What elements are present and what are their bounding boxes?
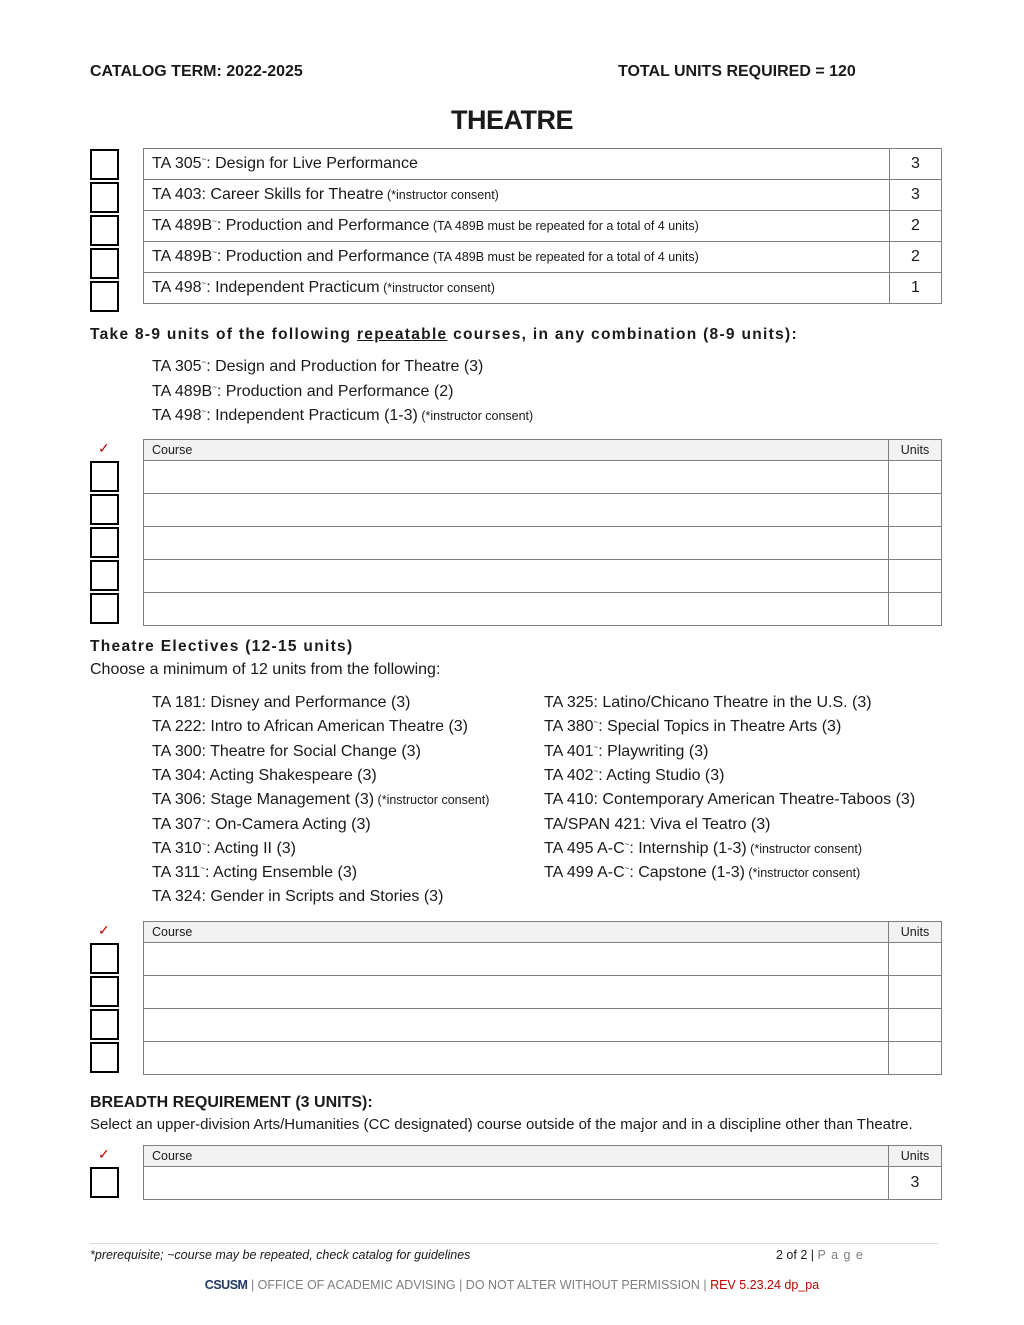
elective-course: TA 311~: Acting Ensemble (3) xyxy=(152,864,358,882)
elective-checkbox[interactable] xyxy=(90,1042,119,1073)
course-units: 3 xyxy=(890,149,942,180)
page-title: THEATRE xyxy=(451,105,573,135)
breadth-checkbox[interactable] xyxy=(90,1167,119,1198)
repeatable-checkbox[interactable] xyxy=(90,560,119,591)
course-entry-cell[interactable] xyxy=(144,593,889,626)
electives-subheading: Choose a minimum of 12 units from the following: xyxy=(90,661,441,678)
elective-course: TA/SPAN 421: Viva el Teatro (3) xyxy=(544,815,771,833)
elective-course: TA 222: Intro to African American Theatre (3) xyxy=(152,718,469,736)
repeatable-course: TA 498~: Independent Practicum (1-3) (*instructor consent) xyxy=(152,407,534,424)
units-entry-cell[interactable] xyxy=(889,976,942,1009)
course-entry-cell[interactable] xyxy=(144,1009,889,1042)
repeatable-course: TA 305~: Design and Production for Theatre (3) xyxy=(152,358,484,375)
course-entry-cell[interactable] xyxy=(144,976,889,1009)
repeatable-checkbox[interactable] xyxy=(90,494,119,525)
course-entry-cell[interactable] xyxy=(144,943,889,976)
elective-course: TA 324: Gender in Scripts and Stories (3) xyxy=(152,888,444,906)
course-column-header: Course xyxy=(144,440,889,461)
electives-heading: Theatre Electives (12-15 units) xyxy=(90,638,354,655)
units-entry-cell[interactable] xyxy=(889,527,942,560)
elective-course: TA 306: Stage Management (3) (*instructor consent) xyxy=(152,791,490,809)
office-text: | OFFICE OF ACADEMIC ADVISING | DO NOT ALTER WITHOUT PERMISSION | xyxy=(250,1278,707,1292)
units-entry-cell[interactable] xyxy=(889,1042,942,1075)
elective-course: TA 325: Latino/Chicano Theatre in the U.S. (3) xyxy=(544,694,872,711)
breadth-subheading: Select an upper-division Arts/Humanities (CC designated) course outside of the major and in a discipline other than Theatre. xyxy=(90,1116,913,1133)
required-checkbox[interactable] xyxy=(90,281,119,312)
course-column-header: Course xyxy=(144,922,889,943)
units-column-header: Units xyxy=(889,1146,942,1167)
repeatable-grid xyxy=(143,439,942,626)
units-column-header: Units xyxy=(889,440,942,461)
repeatable-checkbox[interactable] xyxy=(90,527,119,558)
elective-course: TA 495 A-C~: Internship (1-3) (*instructor consent) xyxy=(544,839,863,857)
units-entry-cell[interactable] xyxy=(889,560,942,593)
required-course-row xyxy=(144,242,942,273)
course-entry-cell[interactable] xyxy=(144,527,889,560)
required-checkbox[interactable] xyxy=(90,182,119,213)
units-entry-cell[interactable] xyxy=(889,494,942,527)
total-units: TOTAL UNITS REQUIRED = 120 xyxy=(618,63,856,80)
required-checkbox[interactable] xyxy=(90,248,119,279)
catalog-term: CATALOG TERM: 2022-2025 xyxy=(90,63,303,80)
course-units: 1 xyxy=(890,273,942,304)
units-entry-cell[interactable] xyxy=(889,1009,942,1042)
elective-course: TA 181: Disney and Performance (3) xyxy=(152,694,411,711)
elective-course: TA 300: Theatre for Social Change (3) xyxy=(152,742,421,760)
course-entry-cell[interactable] xyxy=(144,560,889,593)
repeatable-checkbox[interactable] xyxy=(90,461,119,492)
elective-checkbox[interactable] xyxy=(90,943,119,974)
required-course-row xyxy=(144,211,942,242)
csusm-logo: CSUSM xyxy=(204,1278,248,1292)
course-column-header: Course xyxy=(144,1146,889,1167)
footer-divider xyxy=(90,1243,938,1244)
footer-bar xyxy=(0,1278,1024,1292)
elective-course: TA 380~: Special Topics in Theatre Arts (3) xyxy=(544,718,842,736)
course-name: TA 489B~: Production and Performance (TA 489B must be repeated for a total of 4 units) xyxy=(144,242,890,273)
elective-checkbox[interactable] xyxy=(90,1009,119,1040)
elective-course: TA 304: Acting Shakespeare (3) xyxy=(152,766,377,784)
required-checkbox[interactable] xyxy=(90,149,119,180)
elective-course: TA 499 A-C~: Capstone (1-3) (*instructor consent) xyxy=(544,864,861,882)
course-name: TA 489B~: Production and Performance (TA 489B must be repeated for a total of 4 units) xyxy=(144,211,890,242)
course-entry-cell[interactable] xyxy=(144,1167,889,1200)
repeatable-course: TA 489B~: Production and Performance (2) xyxy=(152,382,454,400)
course-name: TA 403: Career Skills for Theatre (*instructor consent) xyxy=(144,180,890,211)
elective-course: TA 310~: Acting II (3) xyxy=(152,839,296,857)
course-units: 2 xyxy=(890,242,942,273)
course-entry-cell[interactable] xyxy=(144,494,889,527)
breadth-heading: BREADTH REQUIREMENT (3 UNITS): xyxy=(90,1094,373,1111)
course-name: TA 498~: Independent Practicum (*instructor consent) xyxy=(144,273,890,304)
units-entry-cell[interactable]: 3 xyxy=(889,1167,942,1200)
page-number: 2 of 2 | P a g e xyxy=(776,1248,864,1262)
course-entry-cell[interactable] xyxy=(144,461,889,494)
units-entry-cell[interactable] xyxy=(889,461,942,494)
required-course-row xyxy=(144,149,942,180)
required-checkbox[interactable] xyxy=(90,215,119,246)
revision-text: REV 5.23.24 dp_pa xyxy=(710,1278,820,1292)
elective-course: TA 402~: Acting Studio (3) xyxy=(544,766,725,784)
course-units: 2 xyxy=(890,211,942,242)
units-entry-cell[interactable] xyxy=(889,943,942,976)
course-name: TA 305~: Design for Live Performance xyxy=(144,149,890,180)
checkmark-icon: ✓ xyxy=(98,1146,110,1162)
units-column-header: Units xyxy=(889,922,942,943)
elective-course: TA 401~: Playwriting (3) xyxy=(544,742,709,760)
required-course-row xyxy=(144,180,942,211)
footnote: *prerequisite; ~course may be repeated, check catalog for guidelines xyxy=(90,1248,471,1262)
elective-checkbox[interactable] xyxy=(90,976,119,1007)
repeatable-heading: Take 8-9 units of the following repeatable courses, in any combination (8-9 units): xyxy=(90,326,798,343)
repeatable-checkbox[interactable] xyxy=(90,593,119,624)
units-entry-cell[interactable] xyxy=(889,593,942,626)
elective-course: TA 410: Contemporary American Theatre-Taboos (3) xyxy=(544,791,916,809)
electives-grid xyxy=(143,921,942,1075)
course-units: 3 xyxy=(890,180,942,211)
elective-course: TA 307~: On-Camera Acting (3) xyxy=(152,815,371,833)
breadth-grid xyxy=(143,1145,942,1200)
required-courses-table xyxy=(143,148,942,304)
required-course-row xyxy=(144,273,942,304)
checkmark-icon: ✓ xyxy=(98,440,110,456)
course-entry-cell[interactable] xyxy=(144,1042,889,1075)
checkmark-icon: ✓ xyxy=(98,922,110,938)
